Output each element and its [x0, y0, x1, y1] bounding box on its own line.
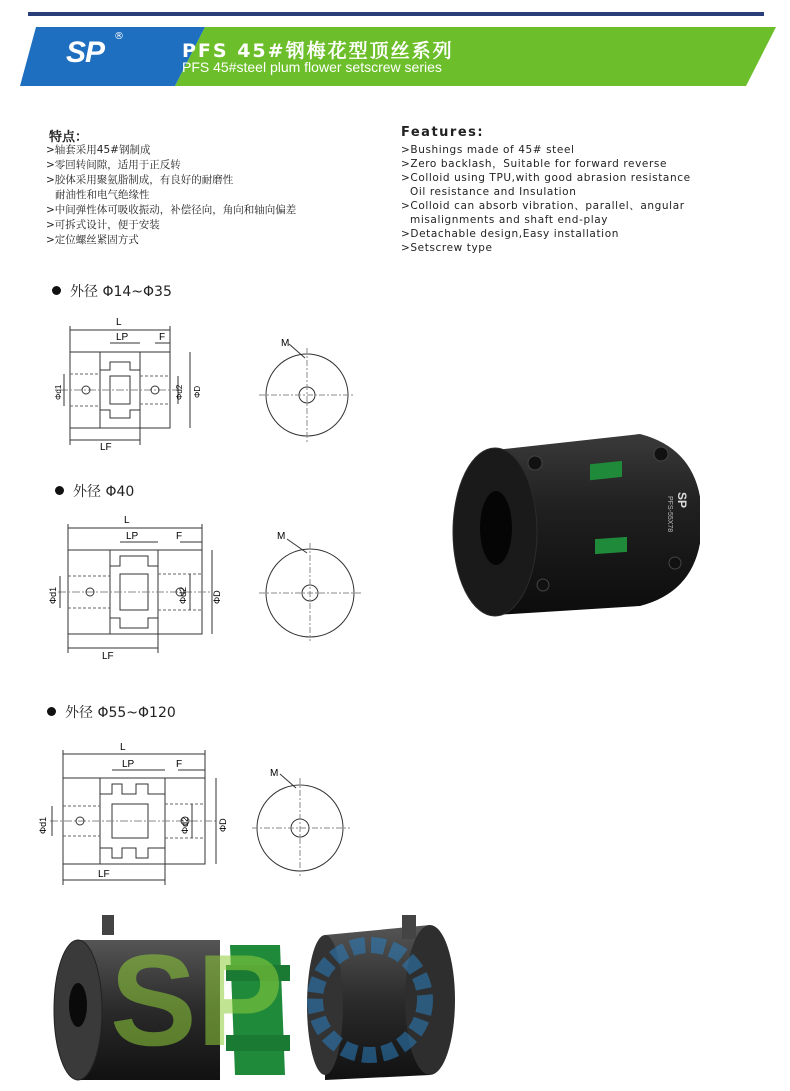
- dim-label-LP: LP: [122, 759, 135, 770]
- bullet-icon: [47, 707, 56, 716]
- dim-label-D: ΦD: [218, 818, 228, 832]
- setscrew-icon: [402, 915, 416, 939]
- dim-label-F: F: [176, 531, 183, 542]
- dim-label-L: L: [116, 317, 122, 328]
- end-view-drawing-1: [255, 330, 365, 445]
- features-list-cn: [46, 143, 296, 248]
- feature-item: >Detachable design,Easy installation: [401, 228, 619, 240]
- bullet-icon: [52, 286, 61, 295]
- registered-mark: ®: [114, 31, 124, 42]
- feature-item: >轴套采用45#钢制成: [46, 144, 151, 156]
- page-title-cn: PFS 45#钢梅花型顶丝系列: [182, 40, 454, 62]
- dim-label-d2: Φd2: [178, 586, 188, 604]
- dim-label-d1: Φd1: [48, 586, 58, 604]
- exploded-view-photo: [50, 905, 470, 1085]
- dim-label-LF: LF: [98, 869, 110, 880]
- side-view-drawing-1: [40, 310, 210, 450]
- dim-label-F: F: [159, 332, 166, 343]
- feature-item: >Bushings made of 45# steel: [401, 144, 575, 156]
- page-title-en: PFS 45#steel plum flower setscrew series: [182, 59, 442, 75]
- section-heading-40: 外径 Φ40: [55, 481, 134, 501]
- dim-label-d2: Φd2: [175, 384, 184, 400]
- dim-label-M: M: [270, 768, 279, 779]
- dim-label-LF: LF: [102, 651, 114, 660]
- photo-logo: SP: [675, 492, 689, 509]
- dim-label-LF: LF: [100, 442, 112, 450]
- dim-label-d1: Φd1: [54, 384, 63, 400]
- dim-label-F: F: [176, 759, 183, 770]
- side-view-drawing-3: [30, 740, 235, 890]
- feature-item: >Setscrew type: [401, 242, 493, 254]
- feature-item: Oil resistance and Insulation: [410, 186, 577, 198]
- features-heading-cn: 特点：: [49, 130, 89, 145]
- dim-label-d2: Φd2: [180, 816, 190, 834]
- feature-item: 耐油性和电气绝缘性: [55, 189, 150, 201]
- coupling-photo: [440, 420, 700, 640]
- dim-label-D: ΦD: [212, 590, 222, 604]
- bullet-icon: [55, 486, 64, 495]
- dim-label-LP: LP: [116, 332, 129, 343]
- end-view-drawing-2: [255, 525, 365, 645]
- dim-label-L: L: [124, 515, 130, 526]
- feature-item: >零回转间隙，适用于正反转: [46, 159, 181, 171]
- feature-item: >Colloid using TPU,with good abrasion resistance: [401, 172, 691, 184]
- feature-item: >胶体采用聚氨脂制成，有良好的耐磨性: [46, 174, 234, 186]
- side-view-drawing-2: [40, 510, 230, 660]
- photo-engraving: PFS-55X78: [666, 496, 673, 533]
- feature-item: >定位螺丝紧固方式: [46, 234, 139, 246]
- feature-item: >可拆式设计，便于安装: [46, 219, 160, 231]
- feature-item: >Colloid can absorb vibration、parallel、angular: [401, 200, 685, 212]
- end-view-drawing-3: [250, 760, 360, 880]
- dim-label-LP: LP: [126, 531, 139, 542]
- dim-label-M: M: [277, 531, 286, 542]
- dim-label-D: ΦD: [193, 385, 202, 398]
- dim-label-d1: Φd1: [38, 816, 48, 834]
- dim-label-L: L: [120, 742, 126, 753]
- section-heading-14-35: 外径 Φ14~Φ35: [52, 281, 172, 301]
- svg-text:SP: SP: [110, 927, 284, 1073]
- feature-item: >中间弹性体可吸收振动，补偿径向，角向和轴向偏差: [46, 204, 297, 216]
- brand-logo: SP: [66, 36, 105, 69]
- features-heading-en: Features:: [401, 125, 485, 140]
- feature-item: >Zero backlash，Suitable for forward reverse: [401, 158, 668, 170]
- section-heading-55-120: 外径 Φ55~Φ120: [47, 702, 176, 722]
- dim-label-M: M: [281, 338, 290, 349]
- feature-item: misalignments and shaft end-play: [410, 214, 609, 226]
- features-list-en: [401, 143, 691, 255]
